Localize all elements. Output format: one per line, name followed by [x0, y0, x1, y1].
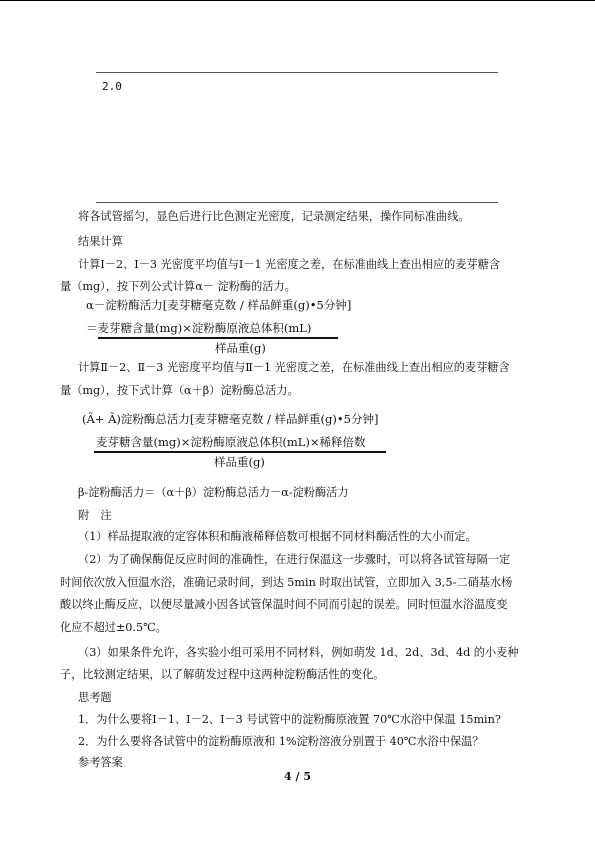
note-3-line1: （3）如果条件允许，各实验小组可采用不同材料，例如萌发 1d、2d、3d、4d 的小麦种 — [78, 646, 519, 659]
fraction-bar — [98, 337, 338, 339]
heading-reference-answers: 参考答案 — [78, 756, 123, 769]
formula-total-label: (Ã+ Ã)淀粉酶总活力[麦芽糖毫克数 / 样品鲜重(g)•5分钟] — [82, 412, 379, 426]
heading-notes: 附 注 — [78, 509, 112, 522]
table-top-rule — [96, 72, 498, 73]
fraction-bar — [94, 451, 386, 453]
paragraph-alpha-line2: 量（mg），按下列公式计算α－ 淀粉酶的活力。 — [60, 280, 296, 293]
formula-alpha-numerator: ＝麦芽糖含量(mg)×淀粉酶原液总体积(mL) — [86, 321, 312, 335]
heading-result-calculation: 结果计算 — [78, 235, 123, 248]
formula-alpha-denominator: 样品重(g) — [215, 341, 266, 355]
note-3-line2: 子，比较测定结果，以了解萌发过程中这两种淀粉酶活性的变化。 — [60, 668, 385, 681]
paragraph-total-line1: 计算Ⅱ－2、Ⅱ－3 光密度平均值与Ⅱ－1 光密度之差，在标准曲线上查出相应的麦芽糖含 — [78, 361, 510, 374]
page-top-border — [0, 0, 595, 1]
question-2: 2．为什么要将各试管中的淀粉酶原液和 1%淀粉溶液分别置于 40℃水浴中保温？ — [78, 735, 484, 748]
note-2-line2: 时间依次放入恒温水浴，准确记录时间，到达 5min 时取出试管，立即加入 3,5-二硝基水杨 — [60, 576, 513, 589]
paragraph-total-line2: 量（mg），按下式计算（α＋β）淀粉酶总活力。 — [60, 384, 299, 397]
table-cell: 2.0 — [102, 80, 122, 93]
paragraph-colorimetry: 将各试管摇匀，显色后进行比色测定光密度，记录测定结果，操作同标准曲线。 — [78, 210, 470, 223]
formula-total-denominator: 样品重(g) — [214, 455, 265, 469]
question-1: 1．为什么要将Ⅰ－1、Ⅰ－2、Ⅰ－3 号试管中的淀粉酶原液置 70℃水浴中保温 15min? — [78, 713, 501, 726]
page-number: 4 / 5 — [284, 770, 311, 783]
note-2-line1: （2）为了确保酶促反应时间的准确性，在进行保温这一步骤时，可以将各试管每隔一定 — [78, 553, 511, 566]
note-1: （1）样品提取液的定容体积和酶液稀释倍数可根据不同材料酶活性的大小而定。 — [78, 530, 477, 543]
formula-total-numerator: 麦芽糖含量(mg)×淀粉酶原液总体积(mL)×稀释倍数 — [96, 435, 366, 449]
heading-questions: 思考题 — [78, 691, 112, 704]
table-bottom-rule — [96, 202, 498, 203]
paragraph-beta-activity: β-淀粉酶活力＝（α＋β）淀粉酶总活力－α-淀粉酶活力 — [78, 486, 349, 499]
note-2-line4: 化应不超过±0.5℃。 — [60, 621, 167, 634]
note-2-line3: 酸以终止酶反应，以便尽量减小因各试管保温时间不同而引起的误差。同时恒温水浴温度变 — [60, 598, 508, 611]
formula-alpha-label: α－淀粉酶活力[麦芽糖毫克数 / 样品鲜重(g)•5分钟] — [86, 298, 352, 312]
paragraph-alpha-line1: 计算Ⅰ－2、Ⅰ－3 光密度平均值与Ⅰ－1 光密度之差，在标准曲线上查出相应的麦芽糖含 — [78, 258, 501, 271]
